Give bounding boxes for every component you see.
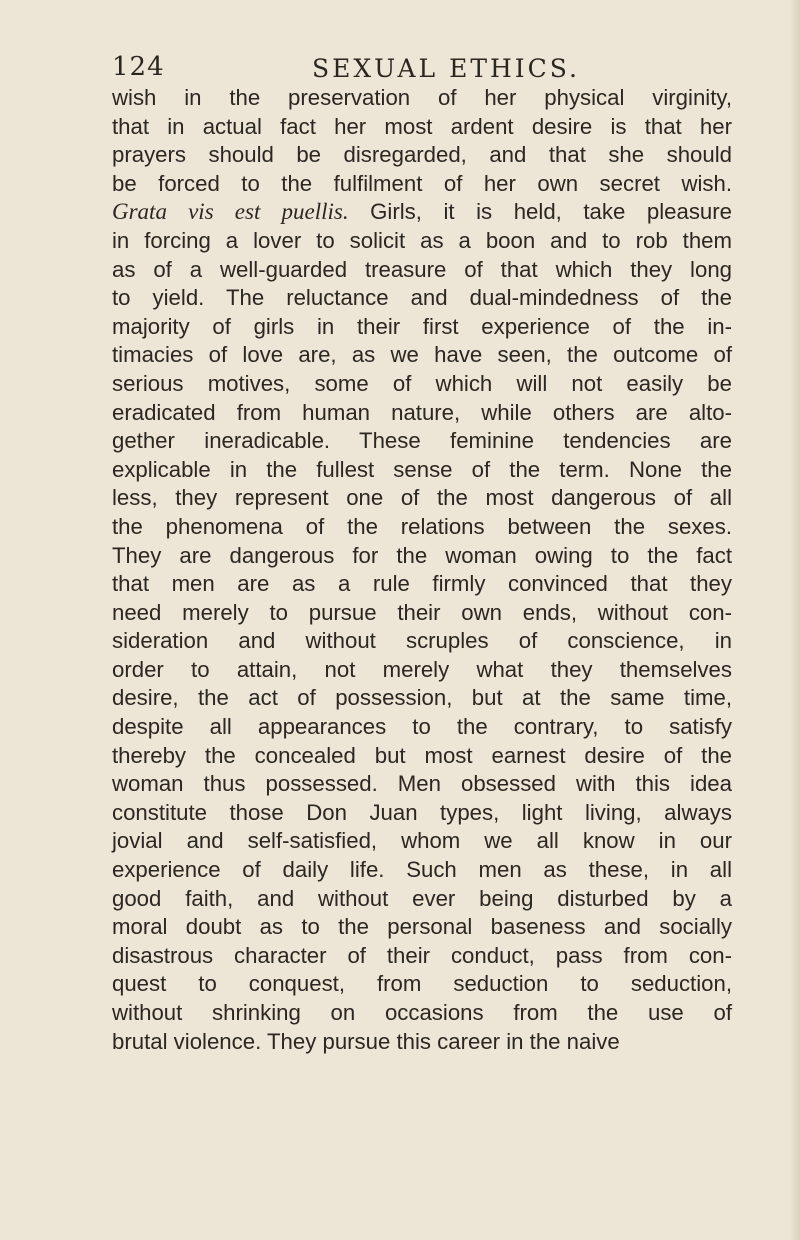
text-line: disastrous character of their conduct, pass from con- [112,942,732,968]
text-line: explicable in the fullest sense of the term. None the [112,456,732,482]
text-line: good faith, and without ever being disturbed by a [112,885,732,911]
text-line: to yield. The reluctance and dual-mindedness of the [112,285,732,311]
text-line: timacies of love are, as we have seen, the outcome of [112,342,732,368]
running-title: SEXUAL ETHICS. [312,54,580,83]
text-line: moral doubt as to the personal baseness and socially [112,914,732,940]
latin-phrase: Grata vis est puellis. [112,199,349,225]
text-line: constitute those Don Juan types, light living, always [112,799,732,825]
text-line: brutal violence. They pursue this career in the naive [112,1028,620,1054]
text-line: be forced to the fulfilment of her own secret wish. [112,170,732,196]
text-line: as of a well-guarded treasure of that which they long [112,256,732,282]
text-line: wish in the preservation of her physical virginity, [112,85,732,110]
text-line: order to attain, not merely what they themselves [112,656,732,682]
text-line: majority of girls in their first experience of the in- [112,313,732,339]
text-line: the phenomena of the relations between the sexes. [112,513,732,539]
text-line: thereby the concealed but most earnest desire of the [112,742,732,768]
text-line [112,198,732,227]
text-line: They are dangerous for the woman owing to the fact [112,542,732,568]
body-paragraph [112,84,732,1056]
text-line: quest to conquest, from seduction to seduction, [112,971,732,997]
text-line: gether ineradicable. These feminine tendencies are [112,428,732,454]
text-line-rest: Girls, it is held, take pleasure [348,199,732,225]
text-line: eradicated from human nature, while others are alto- [112,399,732,425]
text-line: despite all appearances to the contrary, to satisfy [112,714,732,740]
text-line: sideration and without scruples of conscience, in [112,628,732,654]
text-line: less, they represent one of the most dangerous of all [112,485,732,511]
text-line: jovial and self-satisfied, whom we all know in our [112,828,732,854]
text-line: desire, the act of possession, but at the same time, [112,685,732,711]
text-line: that men are as a rule firmly convinced that they [112,571,732,597]
page-edge-shadow [790,0,800,1240]
text-line: that in actual fact her most ardent desire is that her [112,113,732,139]
text-line: prayers should be disregarded, and that she should [112,142,732,168]
text-line: experience of daily life. Such men as these, in all [112,857,732,883]
text-line: in forcing a lover to solicit as a boon and to rob them [112,227,732,253]
text-line: serious motives, some of which will not easily be [112,370,732,396]
text-line: need merely to pursue their own ends, without con- [112,599,732,625]
page-number: 124 [112,52,165,82]
text-line: without shrinking on occasions from the use of [112,1000,732,1025]
text-line: woman thus possessed. Men obsessed with this idea [112,771,732,797]
running-head [112,48,732,88]
